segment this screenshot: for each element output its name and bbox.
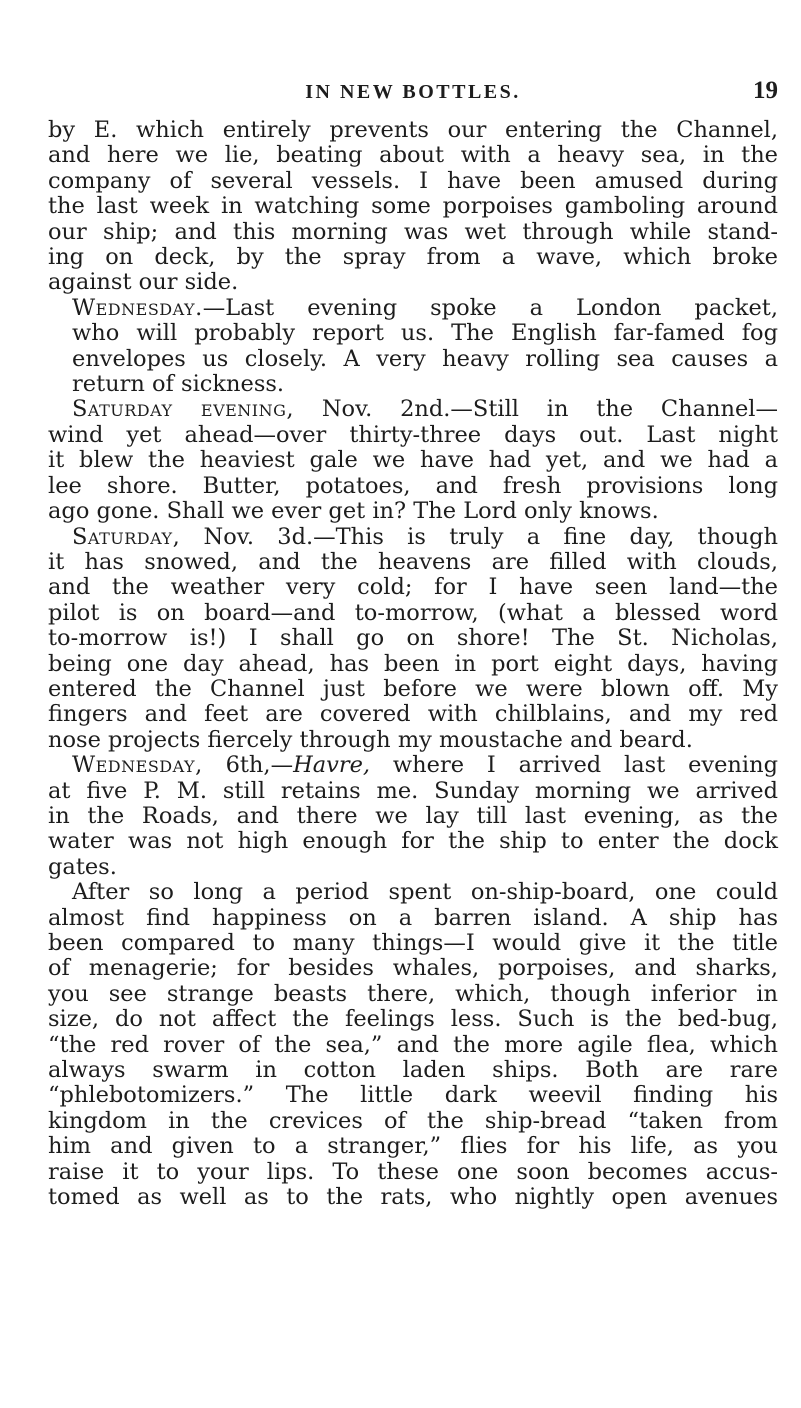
text-line: always swarm in cotton laden ships. Both are rare xyxy=(48,1057,778,1084)
text-line: it blew the heaviest gale we have had yet, and we had a xyxy=(48,447,778,474)
text-line: kingdom in the crevices of the ship-bread “taken from xyxy=(48,1107,778,1134)
entry-date: Saturday evening, xyxy=(72,396,295,423)
body-text xyxy=(48,118,778,1210)
text-line: ago gone. Shall we ever get in? The Lord only knows. xyxy=(48,498,659,525)
text-line xyxy=(48,525,778,550)
text-line: you see strange beasts there, which, though inferior in xyxy=(48,980,778,1007)
text-line xyxy=(48,296,778,321)
entry-date: Wednesday. xyxy=(72,294,203,321)
text-line: the last week in watching some porpoises gamboling around xyxy=(48,193,778,220)
text-line: who will probably report us. The English far-famed fog xyxy=(72,320,778,347)
text-line: nose projects fiercely through my moustache and beard. xyxy=(48,726,693,753)
running-title: IN NEW BOTTLES. xyxy=(305,81,521,103)
text-line: ing on deck, by the spray from a wave, which broke xyxy=(48,244,778,271)
text-line: lee shore. Butter, potatoes, and fresh provisions long xyxy=(48,472,778,499)
page-number: 19 xyxy=(753,77,778,104)
text-line: our ship; and this morning was wet through while stand- xyxy=(48,218,778,245)
text-line: envelopes us closely. A very heavy rolling sea causes a xyxy=(72,345,778,372)
text-line: been compared to many things—I would give it the title xyxy=(48,930,778,956)
text-line: against our side. xyxy=(48,269,239,296)
text-line: pilot is on board—and to-morrow, (what a blessed word xyxy=(48,599,778,626)
text-line xyxy=(48,753,778,778)
paragraph-2 xyxy=(48,296,778,398)
text-line: being one day ahead, has been in port eight days, having xyxy=(48,650,778,677)
text-line: company of several vessels. I have been amused during xyxy=(48,167,778,194)
entry-date: Saturday, xyxy=(72,523,181,550)
text-line: “phlebotomizers.” The little dark weevil finding his xyxy=(48,1082,778,1109)
line-rest: Nov. 2nd.—Still in the Channel— xyxy=(294,396,778,423)
text-line: him and given to a stranger,” flies for his life, as you xyxy=(48,1133,778,1160)
text-line: raise it to your lips. To these one soon becomes accus- xyxy=(48,1158,778,1185)
text-line: in the Roads, and there we lay till last evening, as the xyxy=(48,802,778,829)
text-line: entered the Channel just before we were blown off. My xyxy=(48,675,778,702)
text-line: “the red rover of the sea,” and the more agile flea, which xyxy=(48,1031,778,1058)
text-line: of menagerie; for besides whales, porpoises, and sharks, xyxy=(48,955,778,982)
text-line: return of sickness. xyxy=(72,371,285,398)
entry-date: Wednesday, xyxy=(72,752,203,779)
line-rest: where I arrived last evening xyxy=(370,752,778,779)
text-line: by E. which entirely prevents our entering the Channel, xyxy=(48,117,778,143)
text-line: to-morrow is!) I shall go on shore! The St. Nicholas, xyxy=(48,625,778,652)
text-line xyxy=(48,397,778,422)
place-name: Havre, xyxy=(293,752,371,779)
text-line: fingers and feet are covered with chilblains, and my red xyxy=(48,701,778,728)
paragraph-1 xyxy=(48,118,778,296)
text-line: gates. xyxy=(48,853,117,880)
paragraph-5 xyxy=(48,753,778,880)
date-rest: 6th,— xyxy=(202,752,294,779)
text-line: size, do not affect the feelings less. Such is the bed-bug, xyxy=(48,1006,778,1033)
text-line: After so long a period spent on-ship-board, one could xyxy=(72,879,778,906)
text-line: and here we lie, beating about with a heavy sea, in the xyxy=(48,142,778,169)
text-line: at five P. M. still retains me. Sunday morning we arrived xyxy=(48,777,778,804)
text-line: and the weather very cold; for I have seen land—the xyxy=(48,574,778,601)
text-line: wind yet ahead—over thirty-three days out. Last night xyxy=(48,421,778,448)
text-line: it has snowed, and the heavens are filled with clouds, xyxy=(48,548,778,575)
text-line: water was not high enough for the ship to enter the dock xyxy=(48,828,778,855)
line-rest: Nov. 3d.—This is truly a fine day, though xyxy=(180,523,778,550)
text-line: almost find happiness on a barren island. A ship has xyxy=(48,904,778,931)
paragraph-3 xyxy=(48,397,778,524)
paragraph-4 xyxy=(48,525,778,754)
running-head xyxy=(48,75,778,115)
line-rest: —Last evening spoke a London packet, xyxy=(202,294,778,321)
paragraph-6 xyxy=(48,880,778,1210)
text-line: tomed as well as to the rats, who nightly open avenues xyxy=(48,1184,778,1211)
